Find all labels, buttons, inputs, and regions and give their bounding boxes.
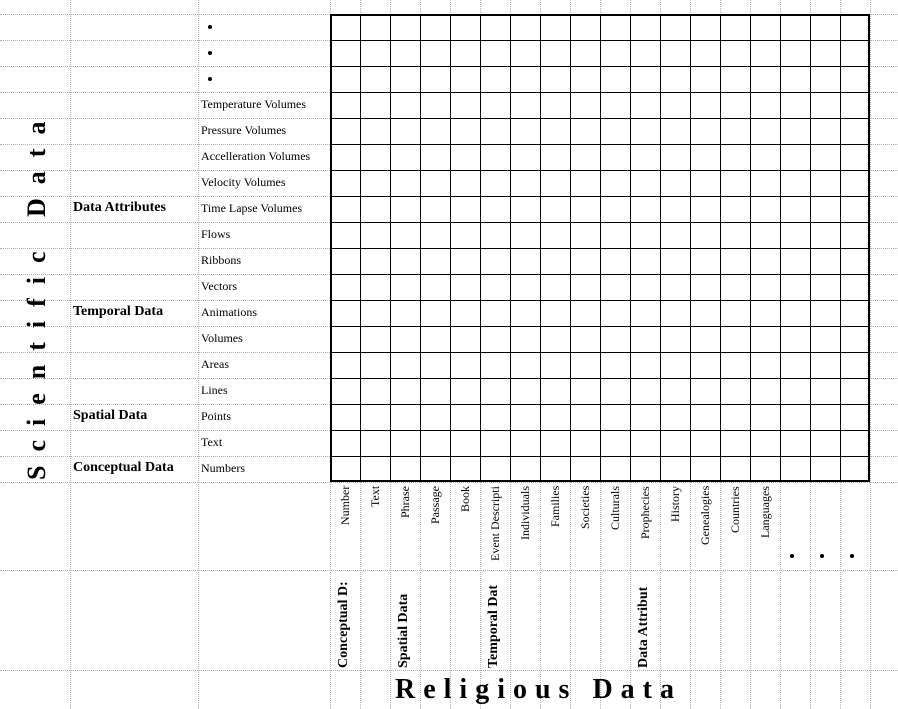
column-label: History (668, 486, 682, 522)
row-label: Pressure Volumes (201, 123, 287, 137)
ellipsis-dot (208, 51, 212, 55)
column-label: Families (548, 485, 562, 527)
row-label: Text (201, 435, 223, 449)
column-gridline (70, 0, 71, 709)
matrix-row-line (332, 40, 868, 41)
matrix-row-line (332, 92, 868, 93)
row-label: Points (201, 409, 232, 423)
ellipsis-dot (820, 554, 824, 558)
matrix-row-line (332, 430, 868, 431)
matrix-row-line (332, 118, 868, 119)
row-gridline (0, 670, 898, 671)
matrix-row-line (332, 378, 868, 379)
column-label: Prophecies (638, 486, 652, 539)
row-category-label: Spatial Data (73, 408, 148, 423)
column-label: Societies (578, 485, 592, 529)
matrix-row-line (332, 274, 868, 275)
matrix-row-line (332, 248, 868, 249)
matrix-row-line (332, 352, 868, 353)
column-label: Culturals (608, 486, 622, 530)
row-label: Flows (201, 227, 231, 241)
column-label: Text (368, 485, 382, 507)
scientific-data-title: Scientific Data (22, 107, 51, 480)
column-category-label: Temporal Dat (486, 584, 501, 668)
column-category-label: Conceptual D: (336, 581, 351, 668)
row-label: Numbers (201, 461, 245, 475)
column-label: Languages (758, 486, 772, 538)
column-label: Genealogies (698, 485, 712, 545)
column-gridline (198, 0, 199, 709)
ellipsis-dot (790, 554, 794, 558)
column-label: Book (458, 485, 472, 512)
row-label: Velocity Volumes (201, 175, 286, 189)
matrix-grid (330, 14, 870, 482)
row-label: Lines (201, 383, 228, 397)
column-gridline (870, 0, 871, 709)
row-category-label: Temporal Data (73, 304, 164, 319)
matrix-row-line (332, 196, 868, 197)
row-label: Areas (201, 357, 229, 371)
matrix-row-line (332, 300, 868, 301)
column-category-label: Spatial Data (396, 593, 411, 668)
row-label: Ribbons (201, 253, 242, 267)
column-label: Number (338, 485, 352, 525)
row-category-label: Data Attributes (73, 200, 166, 215)
religious-data-title: Religious Data (395, 674, 682, 705)
column-label: Event Descripti (488, 486, 502, 561)
ellipsis-dot (850, 554, 854, 558)
column-label: Passage (428, 486, 442, 524)
ellipsis-dot (208, 25, 212, 29)
matrix-row-line (332, 144, 868, 145)
row-label: Accelleration Volumes (201, 149, 311, 163)
row-label: Temperature Volumes (201, 97, 307, 111)
row-label: Vectors (201, 279, 237, 293)
matrix-row-line (332, 326, 868, 327)
row-gridline (0, 570, 898, 571)
matrix-row-line (332, 66, 868, 67)
row-gridline (0, 482, 898, 483)
row-label: Animations (201, 305, 257, 319)
column-label: Individuals (518, 486, 532, 540)
row-label: Time Lapse Volumes (201, 201, 303, 215)
matrix-row-line (332, 170, 868, 171)
row-category-label: Conceptual Data (73, 460, 174, 475)
column-label: Countries (728, 486, 742, 533)
matrix-row-line (332, 222, 868, 223)
matrix-row-line (332, 456, 868, 457)
column-label: Phrase (398, 486, 412, 518)
matrix-row-line (332, 404, 868, 405)
row-label: Volumes (201, 331, 243, 345)
ellipsis-dot (208, 77, 212, 81)
column-category-label: Data Attribut (636, 586, 651, 668)
